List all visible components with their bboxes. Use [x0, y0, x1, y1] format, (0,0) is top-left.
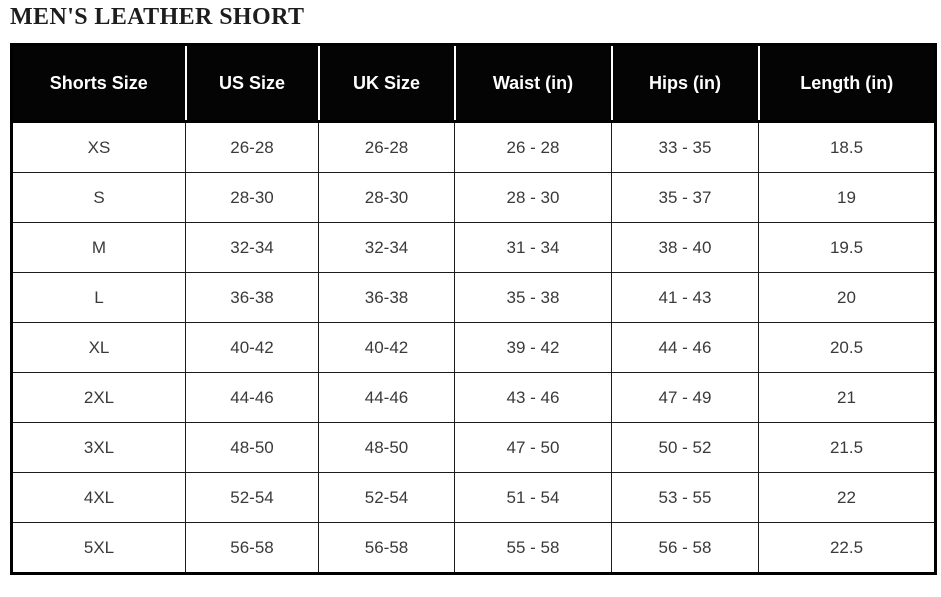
size-table-header	[12, 45, 936, 122]
table-row	[12, 523, 936, 574]
size-table-body	[12, 122, 936, 574]
table-cell: 44 - 46	[612, 323, 759, 373]
table-cell: 38 - 40	[612, 223, 759, 273]
table-cell: XS	[12, 122, 186, 173]
table-cell: 56-58	[319, 523, 455, 574]
table-cell: 40-42	[186, 323, 319, 373]
table-cell: 4XL	[12, 473, 186, 523]
table-cell: 39 - 42	[455, 323, 612, 373]
column-header: US Size	[186, 45, 319, 122]
table-cell: 56 - 58	[612, 523, 759, 574]
table-cell: 22	[759, 473, 936, 523]
table-cell: 56-58	[186, 523, 319, 574]
table-cell: 26-28	[186, 122, 319, 173]
table-cell: 47 - 50	[455, 423, 612, 473]
column-header: Shorts Size	[12, 45, 186, 122]
size-table	[10, 43, 937, 575]
table-cell: 20.5	[759, 323, 936, 373]
table-cell: 47 - 49	[612, 373, 759, 423]
table-cell: 55 - 58	[455, 523, 612, 574]
table-cell: 21	[759, 373, 936, 423]
table-cell: 28 - 30	[455, 173, 612, 223]
table-cell: 33 - 35	[612, 122, 759, 173]
table-cell: 20	[759, 273, 936, 323]
table-cell: 50 - 52	[612, 423, 759, 473]
table-cell: 26-28	[319, 122, 455, 173]
table-cell: 21.5	[759, 423, 936, 473]
table-cell: 19	[759, 173, 936, 223]
table-cell: 31 - 34	[455, 223, 612, 273]
table-cell: 44-46	[319, 373, 455, 423]
table-cell: 32-34	[186, 223, 319, 273]
column-header: Waist (in)	[455, 45, 612, 122]
table-cell: 53 - 55	[612, 473, 759, 523]
page-title: MEN'S LEATHER SHORT	[10, 4, 305, 30]
table-cell: S	[12, 173, 186, 223]
table-row	[12, 122, 936, 173]
header-row	[12, 45, 936, 122]
table-cell: 18.5	[759, 122, 936, 173]
table-cell: 36-38	[319, 273, 455, 323]
table-cell: 48-50	[319, 423, 455, 473]
column-header: Length (in)	[759, 45, 936, 122]
table-cell: 26 - 28	[455, 122, 612, 173]
table-cell: 36-38	[186, 273, 319, 323]
table-row	[12, 323, 936, 373]
table-cell: 52-54	[186, 473, 319, 523]
table-cell: M	[12, 223, 186, 273]
table-cell: 28-30	[186, 173, 319, 223]
table-cell: 3XL	[12, 423, 186, 473]
table-cell: L	[12, 273, 186, 323]
table-row	[12, 373, 936, 423]
table-cell: 28-30	[319, 173, 455, 223]
table-cell: 51 - 54	[455, 473, 612, 523]
table-cell: 44-46	[186, 373, 319, 423]
table-row	[12, 273, 936, 323]
table-row	[12, 423, 936, 473]
column-header: UK Size	[319, 45, 455, 122]
table-row	[12, 173, 936, 223]
table-cell: 35 - 37	[612, 173, 759, 223]
table-row	[12, 223, 936, 273]
table-cell: 5XL	[12, 523, 186, 574]
table-cell: 52-54	[319, 473, 455, 523]
table-cell: 32-34	[319, 223, 455, 273]
table-cell: 22.5	[759, 523, 936, 574]
table-cell: 43 - 46	[455, 373, 612, 423]
table-cell: 35 - 38	[455, 273, 612, 323]
table-cell: 48-50	[186, 423, 319, 473]
table-cell: 19.5	[759, 223, 936, 273]
table-cell: 2XL	[12, 373, 186, 423]
column-header: Hips (in)	[612, 45, 759, 122]
table-row	[12, 473, 936, 523]
table-cell: 41 - 43	[612, 273, 759, 323]
table-cell: XL	[12, 323, 186, 373]
table-cell: 40-42	[319, 323, 455, 373]
